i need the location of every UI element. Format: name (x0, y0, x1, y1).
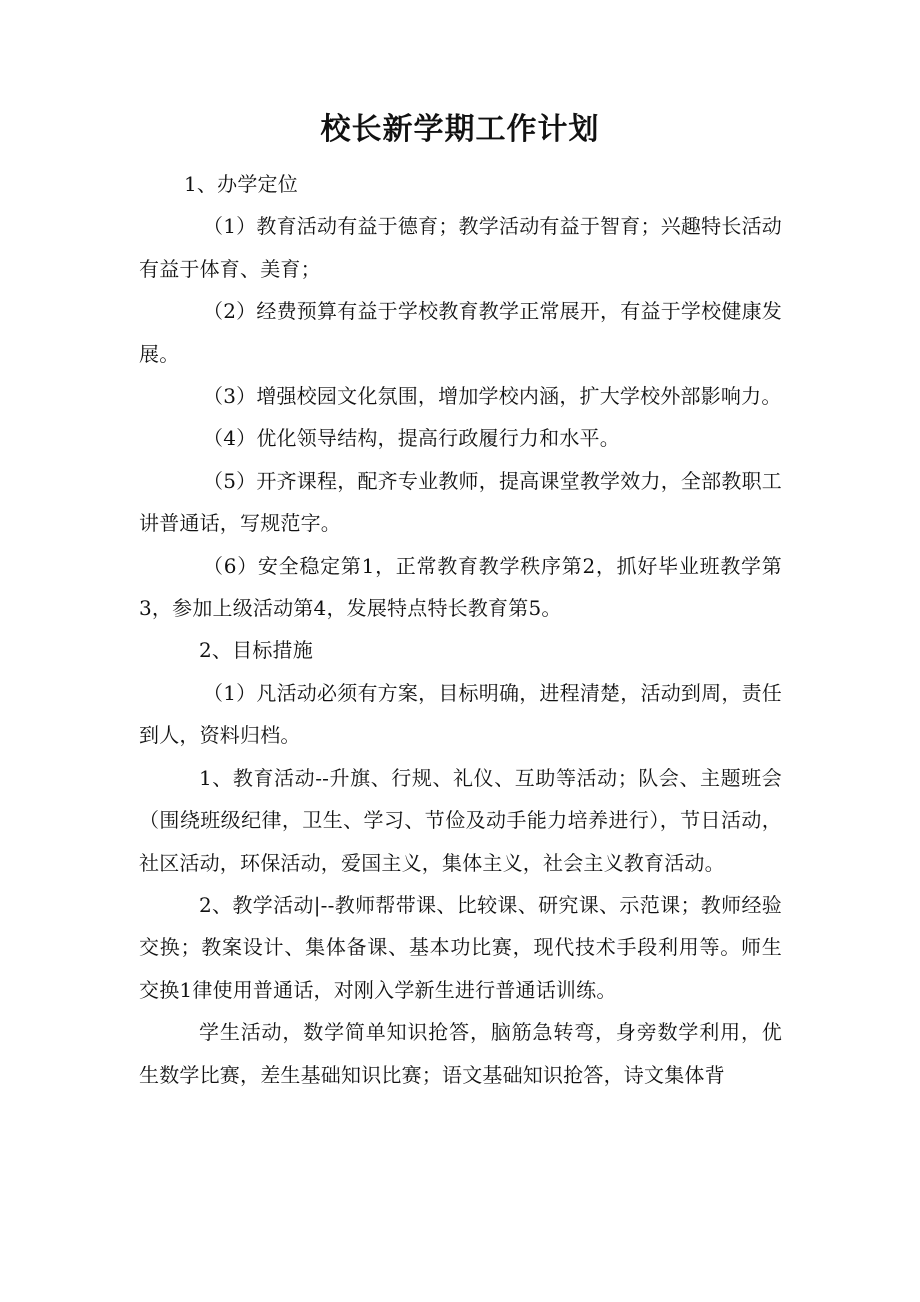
paragraph-item-3: （3）增强校园文化氛围，增加学校内涵，扩大学校外部影响力。 (203, 384, 782, 409)
paragraph-item-5: （5）开齐课程，配齐专业教师，提高课堂教学效力，全部教职工讲普通话，写规范字。 (139, 468, 782, 536)
document-title: 校长新学期工作计划 (320, 112, 600, 147)
section-heading-measures: 2、目标措施 (199, 638, 313, 663)
paragraph-teaching-activities: 2、教学活动|--教师帮带课、比较课、研究课、示范课；教师经验交换；教案设计、集体备课、基本功比赛，现代技术手段利用等。师生交换1律使用普通话，对刚入学新生进行普通话训练。 (139, 892, 782, 1002)
paragraph-measure-1: （1）凡活动必须有方案，目标明确，进程清楚，活动到周，责任到人，资料归档。 (139, 680, 782, 748)
paragraph-item-1: （1）教育活动有益于德育；教学活动有益于智育；兴趣特长活动有益于体育、美育； (139, 214, 782, 281)
paragraph-item-4: （4）优化领导结构，提高行政履行力和水平。 (203, 426, 620, 451)
paragraph-item-2: （2）经费预算有益于学校教育教学正常展开，有益于学校健康发展。 (139, 299, 782, 366)
paragraph-education-activities: 1、教育活动--升旗、行规、礼仪、互助等活动；队会、主题班会（围绕班级纪律，卫生、学习、节俭及动手能力培养进行），节日活动，社区活动，环保活动，爱国主义，集体主义，社会主义教育活动。 (139, 765, 782, 875)
section-heading-positioning: 1、办学定位 (184, 172, 298, 196)
paragraph-student-activities: 学生活动，数学简单知识抢答，脑筋急转弯，身旁数学利用，优生数学比赛，差生基础知识比赛；语文基础知识抢答，诗文集体背 (139, 1020, 782, 1087)
document-body (139, 163, 782, 1096)
paragraph-item-6: （6）安全稳定第1，正常教育教学秩序第2，抓好毕业班教学第3，参加上级活动第4，发展特点特长教育第5。 (139, 553, 782, 621)
